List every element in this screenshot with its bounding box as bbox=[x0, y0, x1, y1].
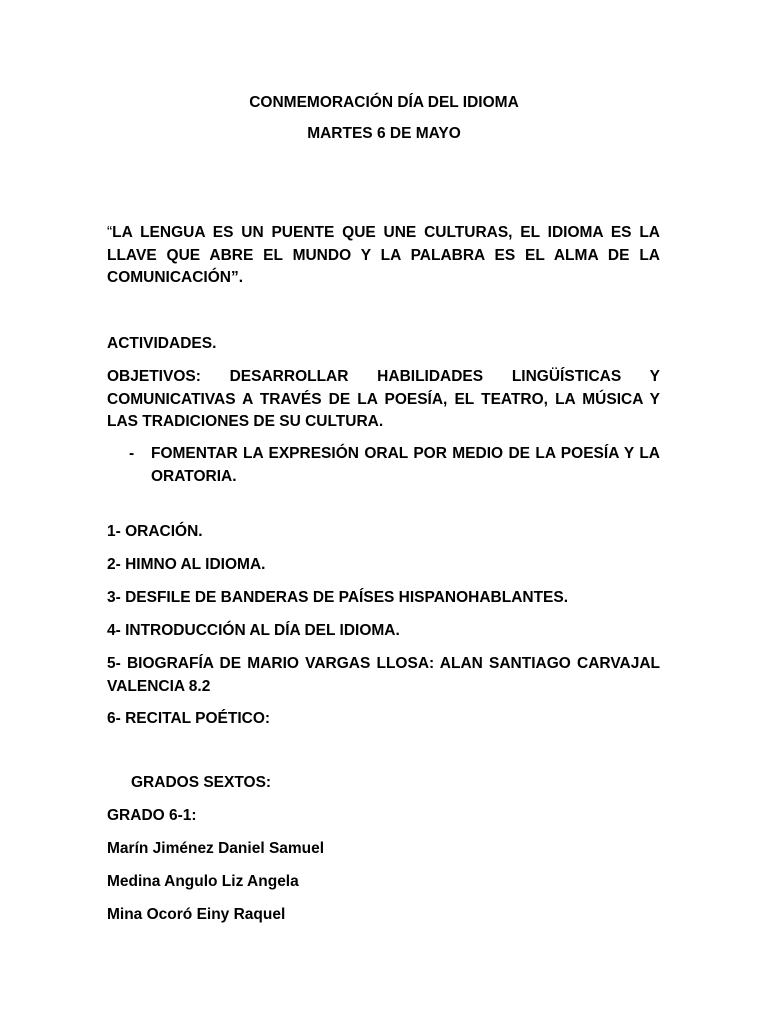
objective-bullet bbox=[129, 443, 660, 488]
bullet-text: FOMENTAR LA EXPRESIÓN ORAL POR MEDIO DE LA POESÍA Y LA ORATORIA. bbox=[151, 445, 660, 485]
student-name: Medina Angulo Liz Angela bbox=[107, 873, 299, 890]
student-name: Marín Jiménez Daniel Samuel bbox=[107, 840, 325, 857]
student-name: Mina Ocoró Einy Raquel bbox=[107, 906, 286, 923]
document-date: MARTES 6 DE MAYO bbox=[307, 125, 461, 142]
program-item: 4- INTRODUCCIÓN AL DÍA DEL IDIOMA. bbox=[107, 622, 400, 639]
activities-heading: ACTIVIDADES. bbox=[107, 335, 217, 352]
document-title: CONMEMORACIÓN DÍA DEL IDIOMA bbox=[249, 94, 519, 111]
quote-text: LA LENGUA ES UN PUENTE QUE UNE CULTURAS, EL IDIOMA ES LA LLAVE QUE ABRE EL MUNDO Y LA PALABRA ES EL ALMA DE LA COMUNICACIÓN”. bbox=[107, 224, 660, 286]
opening-quote bbox=[107, 222, 660, 290]
quote-open-mark: “ bbox=[107, 224, 113, 241]
bullet-dash: - bbox=[129, 445, 135, 462]
grade-group-label: GRADO 6-1: bbox=[107, 807, 197, 824]
grades-heading: GRADOS SEXTOS: bbox=[131, 774, 272, 791]
program-item: 3- DESFILE DE BANDERAS DE PAÍSES HISPANOHABLANTES. bbox=[107, 589, 569, 606]
program-item: 5- BIOGRAFÍA DE MARIO VARGAS LLOSA: ALAN SANTIAGO CARVAJAL VALENCIA 8.2 bbox=[107, 655, 660, 695]
program-item: 1- ORACIÓN. bbox=[107, 523, 203, 540]
program-item: 2- HIMNO AL IDIOMA. bbox=[107, 556, 266, 573]
objectives-paragraph: OBJETIVOS: DESARROLLAR HABILIDADES LINGÜÍSTICAS Y COMUNICATIVAS A TRAVÉS DE LA POESÍA, EL TEATRO, LA MÚSICA Y LAS TRADICIONES DE SU CULTURA. bbox=[107, 368, 660, 430]
program-item: 6- RECITAL POÉTICO: bbox=[107, 710, 271, 727]
